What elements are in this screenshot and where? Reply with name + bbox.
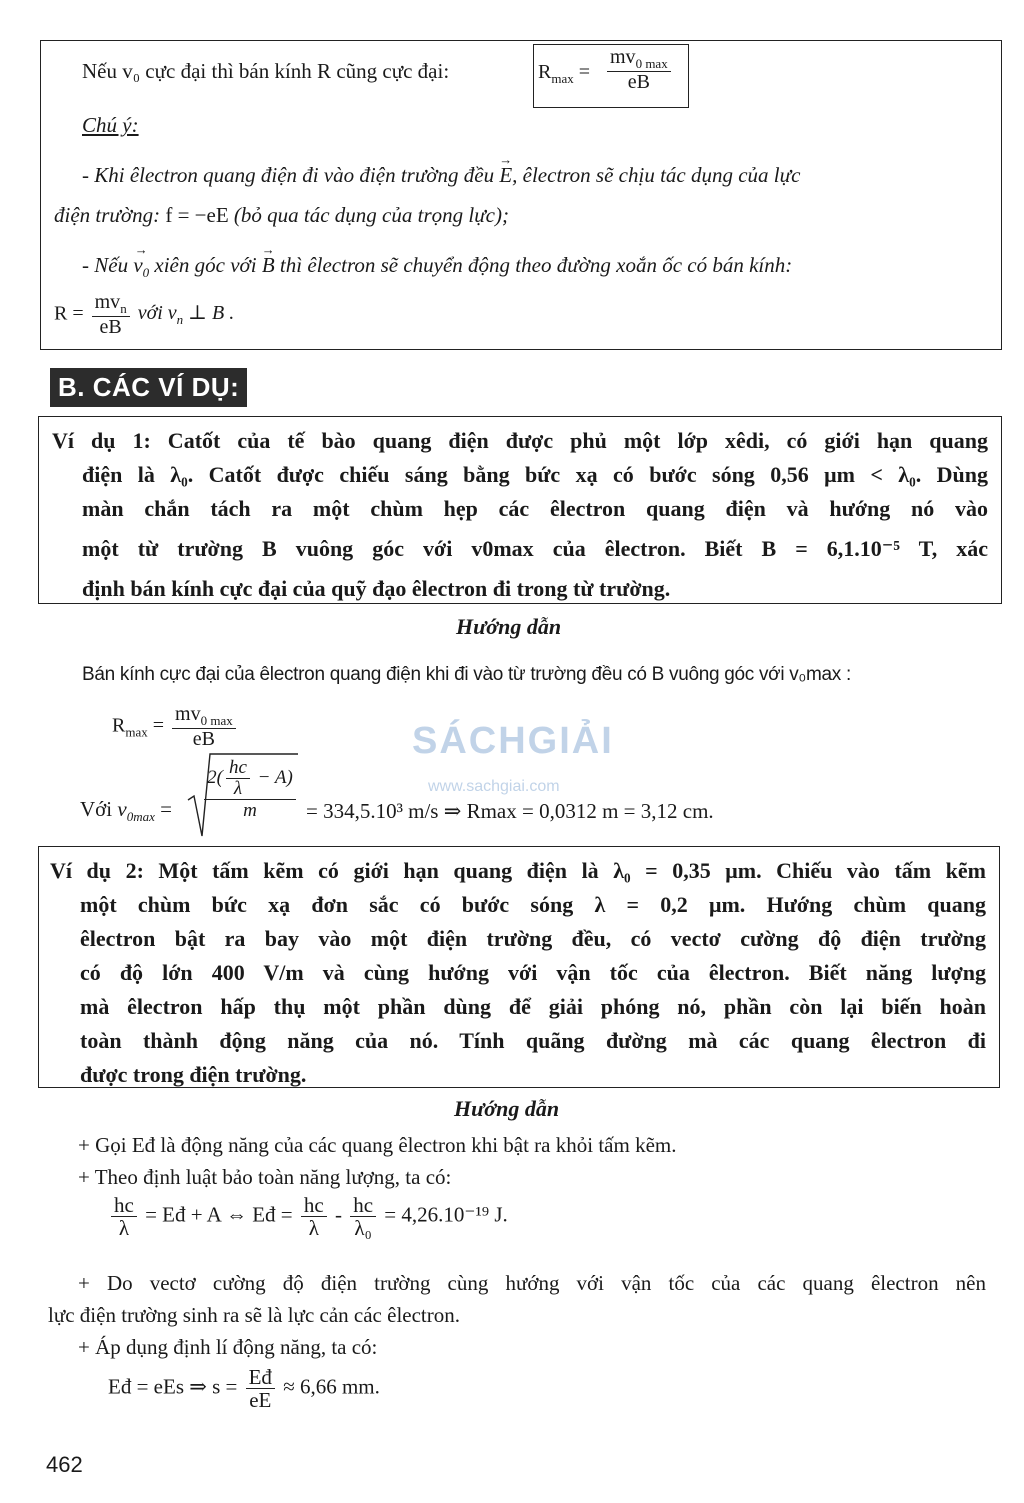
- note-item2-formula: R = $\frac{mv_n}{eB}$ với $v_n$ ⊥ B .: [54, 291, 235, 338]
- note-item1-line2: điện trường: f = −eE (bỏ qua tác dụng của trọng lực);: [54, 203, 509, 227]
- rmax-formula-box: $R_{max}$ = $mv_{0 max}$ eB: [533, 44, 689, 108]
- solution2-p2: + Theo định luật bảo toàn năng lượng, ta có:: [78, 1165, 452, 1189]
- example2-line: mà êlectron hấp thụ một phần dùng để giải phóng nó, phần còn lại biến hoàn: [80, 994, 986, 1019]
- watermark-url: www.sachgiai.com: [428, 778, 560, 795]
- page-number: 462: [46, 1452, 83, 1477]
- watermark-brand: SÁCHGIẢI: [412, 720, 614, 762]
- example1-line: màn chắn tách ra một chùm hẹp các êlectron quang điện và hướng nó vào: [82, 496, 988, 521]
- example1-line: định bán kính cực đại của quỹ đạo êlectron đi trong từ trường.: [82, 576, 671, 601]
- example2-line: êlectron bật ra bay vào một điện trường đều, có vectơ cường độ điện trường: [80, 926, 986, 951]
- solution1-result: = 334,5.10³ m/s ⇒ Rmax = 0,0312 m = 3,12 cm.: [306, 799, 714, 823]
- solution2-p3a: + Do vectơ cường độ điện trường cùng hướng với vận tốc của các quang êlectron nên: [78, 1271, 986, 1295]
- section-title: B. CÁC VÍ DỤ:: [50, 368, 247, 407]
- solution2-formula1: $\frac{hc}{\lambda}$ = Eđ + A ⇔ Eđ = $\frac{hc}{\lambda}$ - $\frac{hc}{\text{λ₀}}$ = 4,26.10⁻¹⁹ J.: [108, 1194, 508, 1239]
- solution1-rmax-formula: $R_{max}$ = $\frac{mv_{0 max}}{eB}$: [112, 704, 239, 750]
- solution2-p1: + Gọi Eđ là động năng của các quang êlectron khi bật ra khỏi tấm kẽm.: [78, 1133, 677, 1157]
- example1-line: điện là λ₀. Catốt được chiếu sáng bằng bức xạ có bước sóng 0,56 μm < λ₀. Dùng: [82, 462, 988, 487]
- solution1-heading: Hướng dẫn: [456, 614, 562, 639]
- solution2-heading: Hướng dẫn: [454, 1096, 560, 1121]
- example2-line: toàn thành động năng của nó. Tính quãng đường mà các quang êlectron đi: [80, 1028, 986, 1053]
- example2-line: được trong điện trường.: [80, 1062, 307, 1087]
- solution2-formula2: Eđ = eEs ⇒ s = $\frac{Eđ}{eE}$ ≈ 6,66 mm.: [108, 1365, 380, 1413]
- example2-line: có độ lớn 400 V/m và cùng hướng với vận tốc của êlectron. Biết năng lượng: [80, 960, 986, 985]
- note-item1-line1: - Khi êlectron quang điện đi vào điện trường đều → E, êlectron sẽ chịu tác dụng của lực: [82, 162, 990, 188]
- solution2-p3b: lực điện trường sinh ra sẽ là lực cản các êlectron.: [48, 1303, 460, 1327]
- sqrt-fraction: 2( $\frac{hc}{\lambda}$ − A) m: [204, 758, 296, 822]
- solution1-line1: Bán kính cực đại của êlectron quang điện khi đi vào từ trường đều có B vuông góc với v₀max :: [82, 664, 851, 685]
- note-line-1: Nếu v₀ cực đại thì bán kính R cũng cực đại:: [82, 59, 450, 83]
- example2-line: Ví dụ 2: Một tấm kẽm có giới hạn quang điện là λ₀ = 0,35 μm. Chiếu vào tấm kẽm: [50, 858, 986, 883]
- chu-y-label: Chú ý:: [82, 113, 139, 137]
- solution2-p4: + Áp dụng định lí động năng, ta có:: [78, 1335, 378, 1359]
- note-item2-line1: - Nếu → $v_0$ xiên góc với → B thì êlectron sẽ chuyển động theo đường xoắn ốc có bán kính:: [82, 252, 792, 286]
- example1-line: Ví dụ 1: Catốt của tế bào quang điện được phủ một lớp xêdi, có giới hạn quang: [52, 428, 988, 453]
- example2-line: một chùm bức xạ đơn sắc có bước sóng λ = 0,2 μm. Hướng chùm quang: [80, 892, 986, 917]
- example1-line: một từ trường B vuông góc với v0max của êlectron. Biết B = 6,1.10⁻⁵ T, xác: [82, 536, 988, 561]
- solution1-v0max-formula: Với $v_{0max}$ =: [80, 797, 172, 825]
